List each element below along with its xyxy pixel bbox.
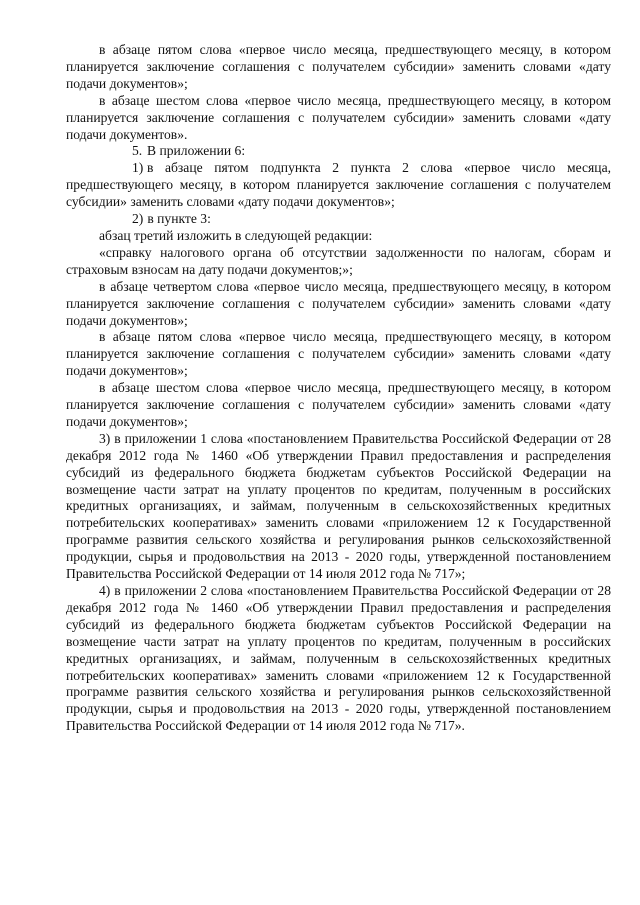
paragraph: «справку налогового органа об отсутствии задолженности по налогам, сборам и страховым взносам на дату подачи документов;»; — [66, 244, 611, 277]
list-item-number: 5. — [132, 143, 143, 159]
paragraph: в абзаце четвертом слова «первое число месяца, предшествующего месяцу, в котором планируется заключение соглашения с получателем субсидии» заменить словами «дату подачи документов»; — [66, 278, 611, 328]
list-item — [66, 143, 611, 160]
paragraph: в абзаце пятом слова «первое число месяца, предшествующего месяцу, в котором планируется заключение соглашения с получателем субсидии» заменить словами «дату подачи документов»; — [66, 42, 611, 91]
paragraph: 3) в приложении 1 слова «постановлением Правительства Российской Федерации от 28 декабря 2012 года № 1460 «Об утверждении Правил предоставления и распределения субсидий из федерального бюджета бюджетам субъектов Российской Федерации на возмещение части затрат на уплату процентов по кредитам, полученным в российских кредитных организациях, и займам, полученным в сельскохозяйственных кредитных потребительских кооперативах» заменить словами «приложением 12 к Государственной программе развития сельского хозяйства и регулирования рынков сельскохозяйственной продукции, сырья и продовольствия на 2013 - 2020 годы, утвержденной постановлением Правительства Российской Федерации от 14 июля 2012 года № 717»; — [66, 430, 611, 582]
list-item — [66, 211, 611, 228]
paragraph: в абзаце шестом слова «первое число месяца, предшествующего месяцу, в котором планируется заключение соглашения с получателем субсидии» заменить словами «дату подачи документов». — [66, 92, 611, 142]
paragraph: 4) в приложении 2 слова «постановлением Правительства Российской Федерации от 28 декабря 2012 года № 1460 «Об утверждении Правил предоставления и распределения субсидий из федерального бюджета бюджетам субъектов Российской Федерации на возмещение части затрат на уплату процентов по кредитам, полученным в российских кредитных организациях, и займам, полученным в сельскохозяйственных кредитных потребительских кооперативах» заменить словами «приложением 12 к Государственной программе развития сельского хозяйства и регулирования рынков сельскохозяйственной продукции, сырья и продовольствия на 2013 - 2020 годы, утвержденной постановлением Правительства Российской Федерации от 14 июля 2012 года № 717». — [66, 583, 611, 734]
list-item-text: В приложении 6: — [147, 143, 246, 159]
list-item — [66, 160, 611, 211]
list-item-text: в пункте 3: — [147, 211, 211, 227]
paragraph: в абзаце пятом слова «первое число месяца, предшествующего месяцу, в котором планируется заключение соглашения с получателем субсидии» заменить словами «дату подачи документов»; — [66, 329, 611, 379]
list-item-number: 2) — [132, 211, 144, 227]
list-item-text: в абзаце пятом подпункта 2 пункта 2 слова «первое число месяца, предшествующего месяцу, в котором планируется заключение соглашения с получателем субсидии» заменить словами «дату подачи документов»; — [66, 160, 611, 210]
paragraph: абзац третий изложить в следующей редакции: — [99, 227, 373, 243]
list-item-number: 1) — [132, 160, 144, 176]
document-page — [66, 42, 611, 735]
paragraph: в абзаце шестом слова «первое число месяца, предшествующего месяцу, в котором планируется заключение соглашения с получателем субсидии» заменить словами «дату подачи документов»; — [66, 380, 611, 429]
